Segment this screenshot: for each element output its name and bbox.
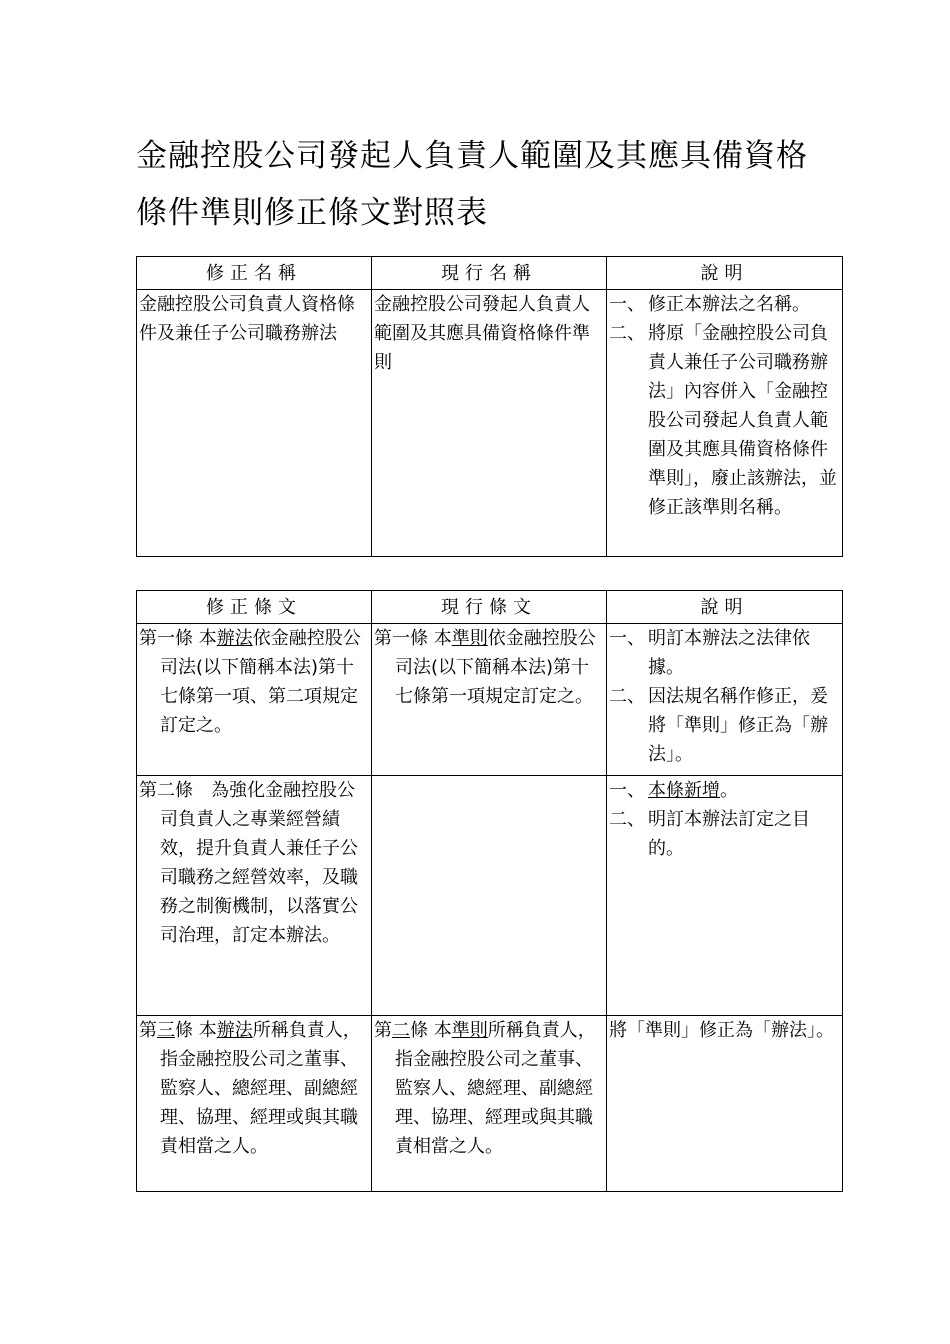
header-current-name: 現行名稱: [372, 257, 607, 290]
article-text: 第三條 本辦法所稱負責人，指金融控股公司之董事、監察人、總經理、副總經理、協理、經理或與其職責相當之人。: [139, 1020, 361, 1157]
explanation-cell: [607, 776, 843, 1016]
table-header-row: [137, 257, 843, 290]
item-number: 一、: [609, 294, 645, 315]
header-explanation: 說明: [607, 591, 843, 624]
amended-term: 辦法: [216, 1020, 253, 1041]
item-text: 因法規名稱作修正，爰將「準則」修正為「辦法」。: [648, 686, 828, 765]
amended-article-cell: [137, 624, 372, 776]
item-text: 將原「金融控股公司負責人兼任子公司職務辦法」內容併入「金融控股公司發起人負責人範圍及其應具備資格條件準則」，廢止該辦法，並修正該準則名稱。: [648, 323, 837, 518]
amended-term: 二: [392, 1020, 410, 1041]
current-article-cell: [372, 776, 607, 1016]
item-number: 二、: [609, 323, 645, 344]
article-text: 第二條 本準則所稱負責人，指金融控股公司之董事、監察人、總經理、副總經理、協理、經理或與其職責相當之人。: [374, 1020, 596, 1157]
amended-article-cell: [137, 776, 372, 1016]
item-text: 明訂本辦法訂定之目的。: [648, 809, 810, 859]
article-text: 第一條 本準則依金融控股公司法(以下簡稱本法)第十七條第一項規定訂定之。: [374, 628, 596, 707]
table-row: [137, 776, 843, 1016]
explanation-cell: [607, 624, 843, 776]
header-explanation: 說明: [607, 257, 843, 290]
item-number: 一、: [609, 628, 645, 649]
header-amended-name: 修正名稱: [137, 257, 372, 290]
amended-name-cell: 金融控股公司負責人資格條件及兼任子公司職務辦法: [137, 290, 372, 557]
title-line-2: 條件準則修正條文對照表: [136, 195, 488, 231]
table-row: [137, 1016, 843, 1192]
current-article-cell: [372, 1016, 607, 1192]
table-row: [137, 290, 843, 557]
table-header-row: [137, 591, 843, 624]
amended-term: 三: [157, 1020, 175, 1041]
explanation-cell: 將「準則」修正為「辦法」。: [607, 1016, 843, 1192]
name-comparison-table: [136, 256, 843, 557]
explanation-item: [609, 319, 840, 522]
explanation-cell: [607, 290, 843, 557]
title-line-1: 金融控股公司發起人負責人範圍及其應具備資格: [136, 138, 808, 174]
current-name-cell: 金融控股公司發起人負責人範圍及其應具備資格條件準則: [372, 290, 607, 557]
amended-term: 辦法: [216, 628, 253, 649]
item-text: 明訂本辦法之法律依據。: [648, 628, 810, 678]
explanation-item: [609, 290, 840, 319]
item-number: 一、: [609, 780, 645, 801]
explanation-item: [609, 776, 840, 805]
item-number: 二、: [609, 809, 645, 830]
header-amended-article: 修正條文: [137, 591, 372, 624]
item-text: 本條新增。: [648, 780, 738, 801]
page-title: [136, 128, 836, 242]
explanation-item: [609, 682, 840, 769]
new-article-note: 本條新增: [648, 780, 720, 801]
article-text: 第一條 本辦法依金融控股公司法(以下簡稱本法)第十七條第一項、第二項規定訂定之。: [139, 628, 361, 736]
explanation-item: [609, 805, 840, 863]
table-row: [137, 624, 843, 776]
article-comparison-table: [136, 590, 843, 1192]
header-current-article: 現行條文: [372, 591, 607, 624]
amended-term: 準則: [451, 1020, 488, 1041]
explanation-item: [609, 624, 840, 682]
item-text: 修正本辦法之名稱。: [648, 294, 810, 315]
amended-article-cell: [137, 1016, 372, 1192]
amended-term: 準則: [451, 628, 488, 649]
current-article-cell: [372, 624, 607, 776]
item-number: 二、: [609, 686, 645, 707]
article-text: 第二條 為強化金融控股公司負責人之專業經營績效，提升負責人兼任子公司職務之經營效率，及職務之制衡機制，以落實公司治理，訂定本辦法。: [139, 780, 358, 946]
